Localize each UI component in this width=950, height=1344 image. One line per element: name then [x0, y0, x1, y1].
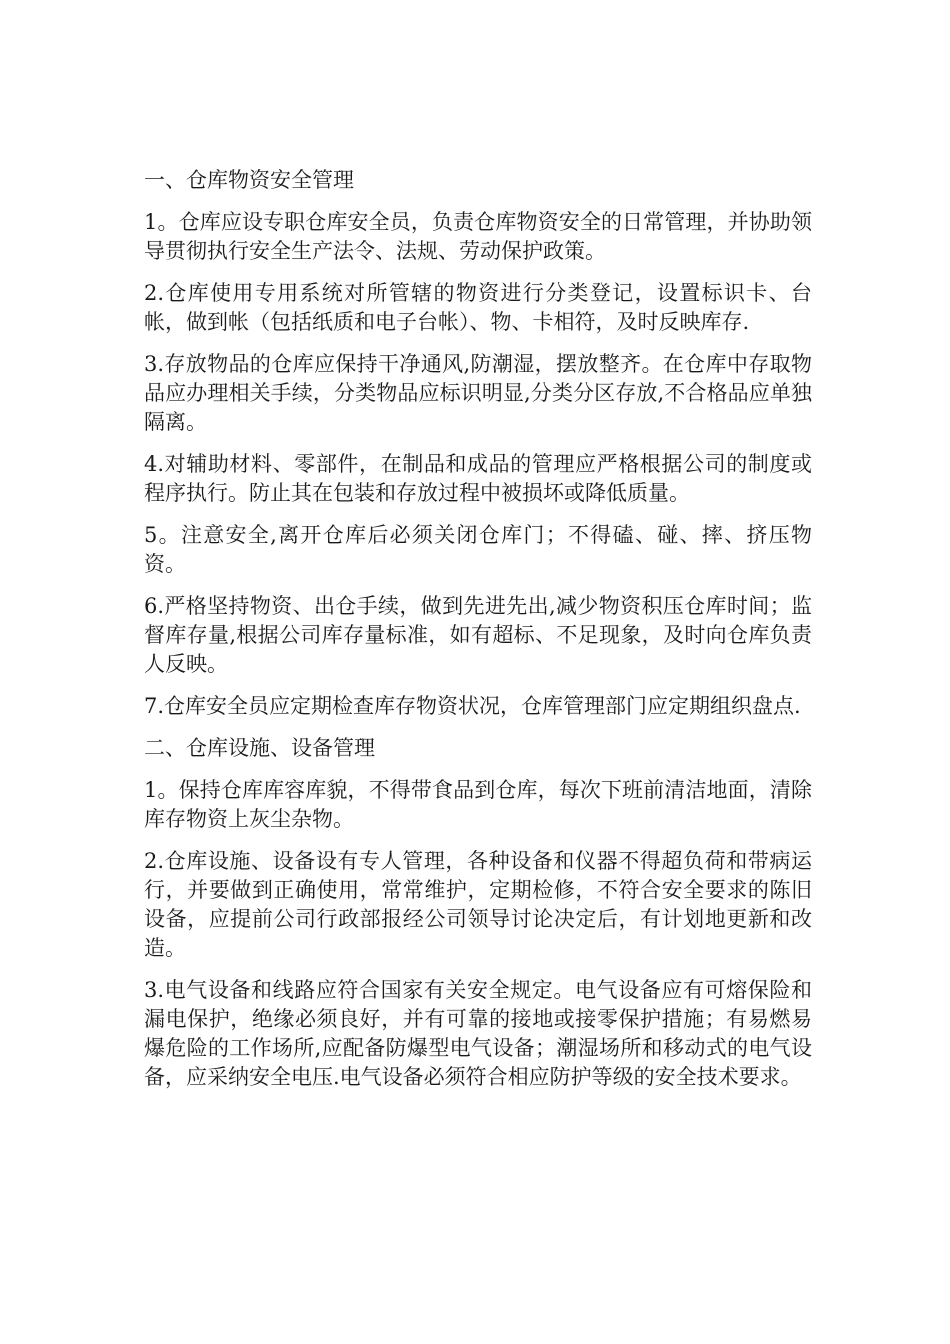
paragraph: 2.仓库设施、设备设有专人管理，各种设备和仪器不得超负荷和带病运行，并要做到正确使用，常常维护，定期检修，不符合安全要求的陈旧设备，应提前公司行政部报经公司领导讨论决定后，有计划地更新和改造。 — [144, 849, 812, 960]
paragraph: 2.仓库使用专用系统对所管辖的物资进行分类登记，设置标识卡、台帐，做到帐（包括纸质和电子台帐）、物、卡相符，及时反映库存. — [144, 281, 812, 334]
paragraph: 1。保持仓库库容库貌，不得带食品到仓库，每次下班前清洁地面，清除库存物资上灰尘杂物。 — [144, 778, 812, 831]
paragraph: 5。注意安全,离开仓库后必须关闭仓库门；不得磕、碰、摔、挤压物资。 — [144, 523, 812, 576]
document-page — [144, 166, 812, 1105]
section-heading-1: 一、仓库物资安全管理 — [144, 168, 354, 192]
section-heading-2: 二、仓库设施、设备管理 — [144, 736, 375, 760]
paragraph: 1。仓库应设专职仓库安全员，负责仓库物资安全的日常管理，并协助领导贯彻执行安全生产法令、法规、劳动保护政策。 — [144, 210, 812, 263]
paragraph: 3.电气设备和线路应符合国家有关安全规定。电气设备应有可熔保险和漏电保护，绝缘必须良好，并有可靠的接地或接零保护措施；有易燃易爆危险的工作场所,应配备防爆型电气设备；潮湿场所和移动式的电气设备，应采纳安全电压.电气设备必须符合相应防护等级的安全技术要求。 — [144, 978, 812, 1089]
paragraph: 4.对辅助材料、零部件，在制品和成品的管理应严格根据公司的制度或程序执行。防止其在包装和存放过程中被损坏或降低质量。 — [144, 452, 812, 505]
paragraph: 3.存放物品的仓库应保持干净通风,防潮湿，摆放整齐。在仓库中存取物品应办理相关手续，分类物品应标识明显,分类分区存放,不合格品应单独隔离。 — [144, 352, 812, 434]
paragraph: 7.仓库安全员应定期检查库存物资状况，仓库管理部门应定期组织盘点. — [144, 694, 801, 718]
paragraph: 6.严格坚持物资、出仓手续，做到先进先出,减少物资积压仓库时间；监督库存量,根据公司库存量标准，如有超标、不足现象，及时向仓库负责人反映。 — [144, 594, 812, 676]
